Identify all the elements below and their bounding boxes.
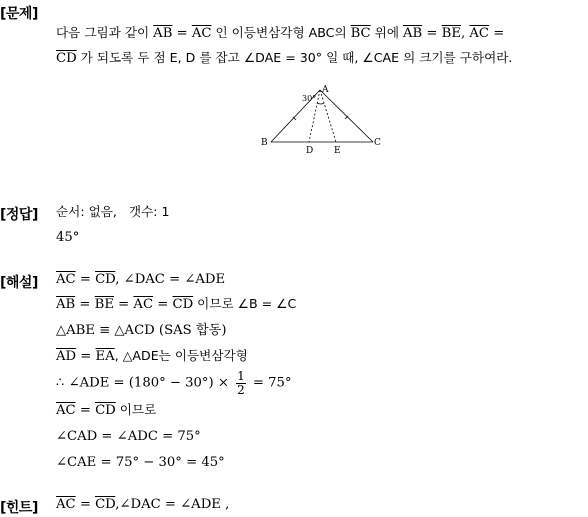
- answer-line-1: 순서: 없음, 갯수: 1: [56, 204, 170, 219]
- hint-label: [힌트]: [0, 500, 38, 516]
- explanation-line-3: △ABE ≡ △ACD (SAS 합동): [56, 323, 227, 338]
- angle-30-label: 30°: [302, 94, 317, 103]
- label-e: E: [334, 146, 341, 156]
- explanation-line-1: $\overline{AC} = \overline{CD}$, ∠DAC = ∠ADE: [56, 272, 226, 287]
- explanation-line-8: ∠CAE = 75° − 30° = 45°: [56, 455, 225, 470]
- answer-label: [정답]: [0, 207, 38, 223]
- label-a: A: [322, 85, 329, 95]
- hint-line: $\overline{AC}$ = $\overline{CD},\angle DAC$ = ∠ADE ,: [56, 497, 230, 512]
- explanation-line-5: ∴ ∠ADE = (180° − 30°) × $\frac{1}{2}$ = 75°: [56, 369, 292, 397]
- explanation-line-2: $\overline{AB} = \overline{BE} = \overline{AC} = \overline{CD}$ 이므로 ∠B = ∠C: [56, 296, 297, 312]
- label-d: D: [306, 146, 314, 156]
- angle-arc: [317, 103, 324, 104]
- explanation-line-6: $\overline{AC} = \overline{CD}$ 이므로: [56, 402, 157, 418]
- triangle-figure: [256, 82, 396, 162]
- label-b: B: [261, 138, 268, 148]
- explanation-line-4: $\overline{AD} = \overline{EA}$, △ADE는 이등변삼각형: [56, 348, 248, 364]
- problem-label: [문제]: [0, 6, 38, 22]
- label-c: C: [374, 138, 381, 148]
- explanation-line-7: ∠CAD = ∠ADC = 75°: [56, 429, 201, 444]
- answer-value: 45°: [56, 230, 80, 245]
- fraction-one-half: $\frac{1}{2}$: [237, 369, 245, 397]
- problem-line-1: 다음 그림과 같이 $\overline{AB} = \overline{AC}$ 인 이등변삼각형 ABC의 $\overline{BC}$ 위에 $\overline{AB} = \overline{BE}$, $\overline{AC}$ =: [56, 25, 505, 41]
- problem-line-2: $\overline{CD}$ 가 되도록 두 점 E, D 를 잡고 ∠DAE = 30° 일 때, ∠CAE 의 크기를 구하여라.: [56, 50, 513, 66]
- explanation-label: [해설]: [0, 275, 38, 291]
- segment-ac: [320, 90, 373, 142]
